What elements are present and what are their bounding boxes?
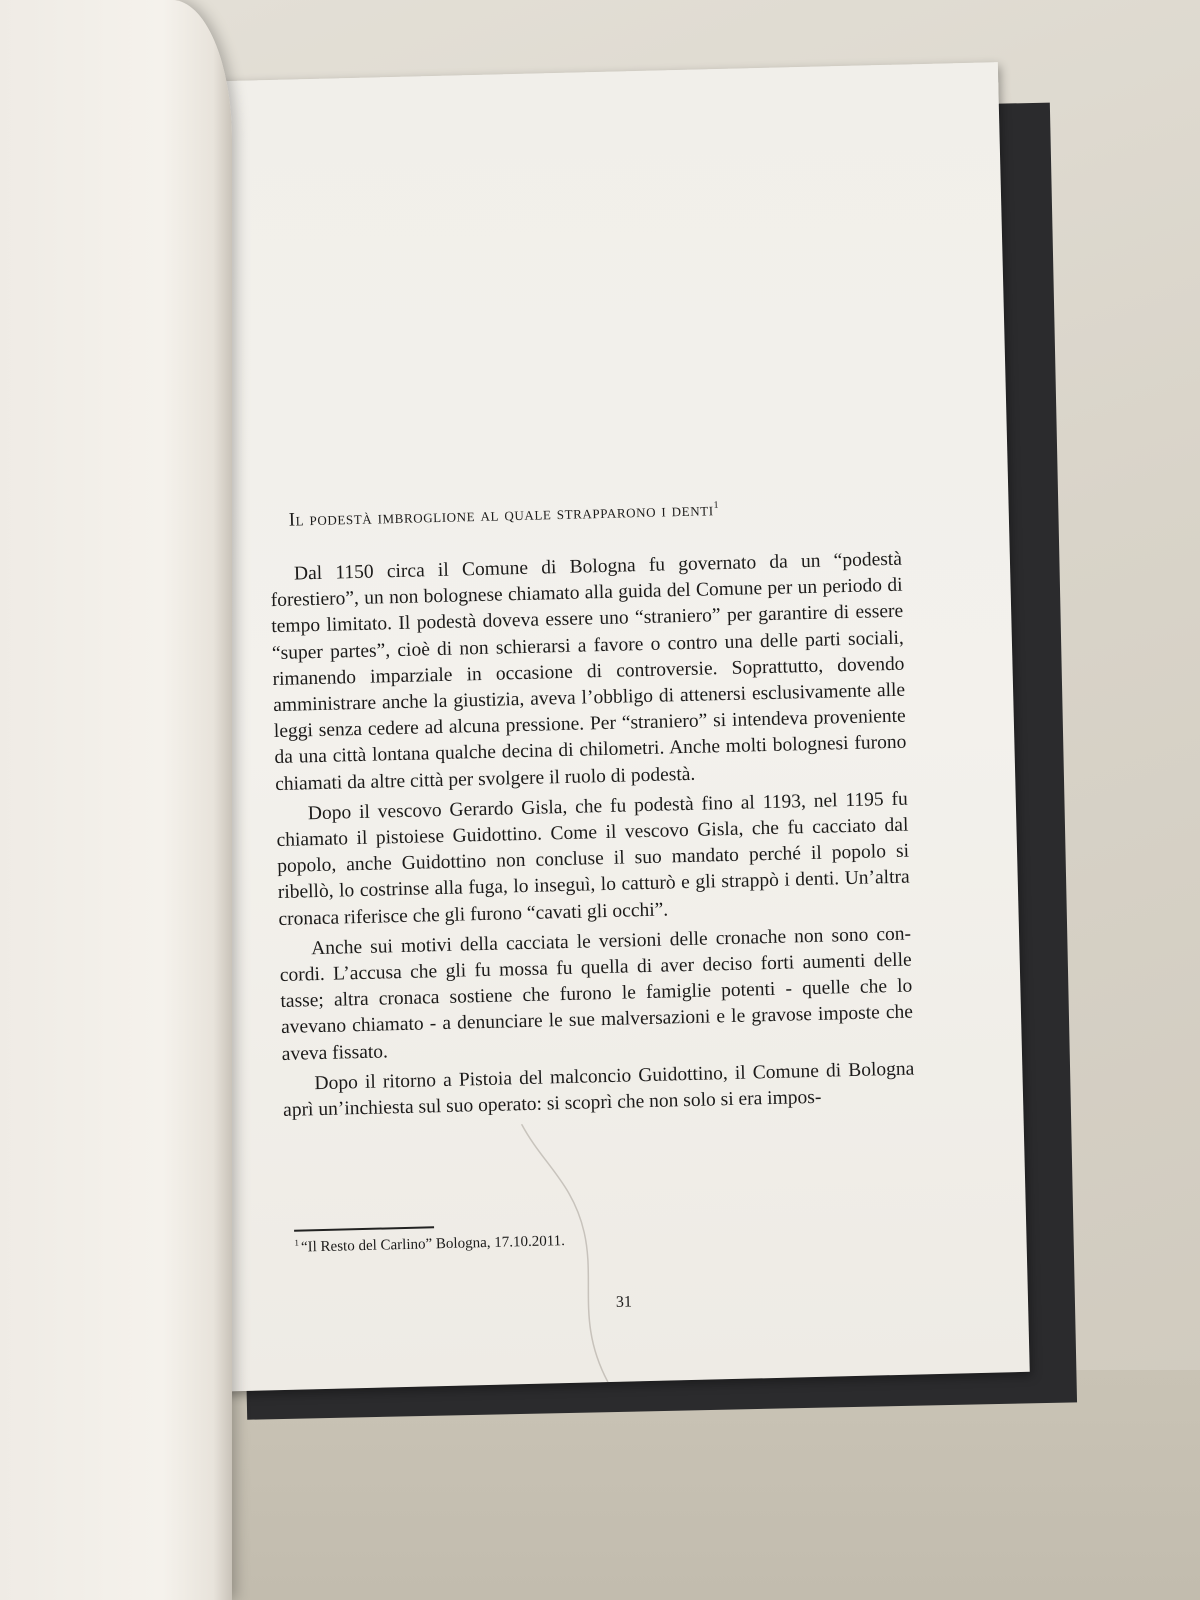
paragraph-1: Dal 1150 circa il Comune di Bologna fu governato da un “podestà forestiero”, un non bolognese chiamato alla guida del Comune per un periodo di tempo limitato. Il podestà doveva essere uno “straniero” per garantire di essere “super partes”, cioè di non schierarsi a favore o contro una delle parti sociali, rimanendo imparziale in occasione di controversie. Soprattutto, dovendo amministrare anche la giustizia, aveva l’obbligo di attenersi esclusivamente alle leggi senza cedere ad alcuna pressione. Per “straniero” si intendeva proveniente da una città lontana qualche decina di chilometri. Anche molti bolognesi furono chiamati da altre città per svolgere il ruolo di podestà. xyxy=(270,548,907,795)
chapter-title xyxy=(288,494,928,532)
page-number: 31 xyxy=(615,1293,633,1311)
footnote-text: “Il Resto del Carlino” Bologna, 17.10.2011. xyxy=(300,1233,566,1256)
footnote-divider xyxy=(294,1226,434,1231)
paper-crease xyxy=(512,1122,628,1385)
paragraph-4: Dopo il ritorno a Pistoia del malconcio Guidottino, il Comune di Bologna aprì un’inchiesta sul suo operato: si scoprì che non solo si era impos- xyxy=(282,1058,915,1121)
chapter-title-text: Il podestà imbroglione al quale strapparono i denti xyxy=(288,499,714,531)
paragraph-3: Anche sui motivi della cacciata le versioni delle cronache non sono concordi. L’accusa che gli fu mossa fu quella di aver deciso forti aumenti delle tasse; altra cronaca sostiene che furono le famiglie potenti - quelle che lo avevano chiamato - a denunciare le sue malversazioni e le gravose imposte che aveva fissato. xyxy=(279,923,914,1065)
paragraph-2: Dopo il vescovo Gerardo Gisla, che fu podestà fino al 1193, nel 1195 fu chiamato il pistoiese Guidottino. Come il vescovo Gisla, che fu cacciato dal popolo, anche Guidottino non concluse il suo mandato perché il popolo si ribellò, lo costrinse alla fuga, lo inseguì, lo catturò e gli strappò i denti. Un’altra cronaca riferisce che gli furono “cavati gli occhi”. xyxy=(276,788,910,930)
book-page xyxy=(186,62,1030,1391)
left-page xyxy=(0,0,232,1600)
chapter-footnote-ref: 1 xyxy=(713,499,720,511)
body-text xyxy=(270,547,916,1129)
footnote-number: 1 xyxy=(294,1237,300,1248)
